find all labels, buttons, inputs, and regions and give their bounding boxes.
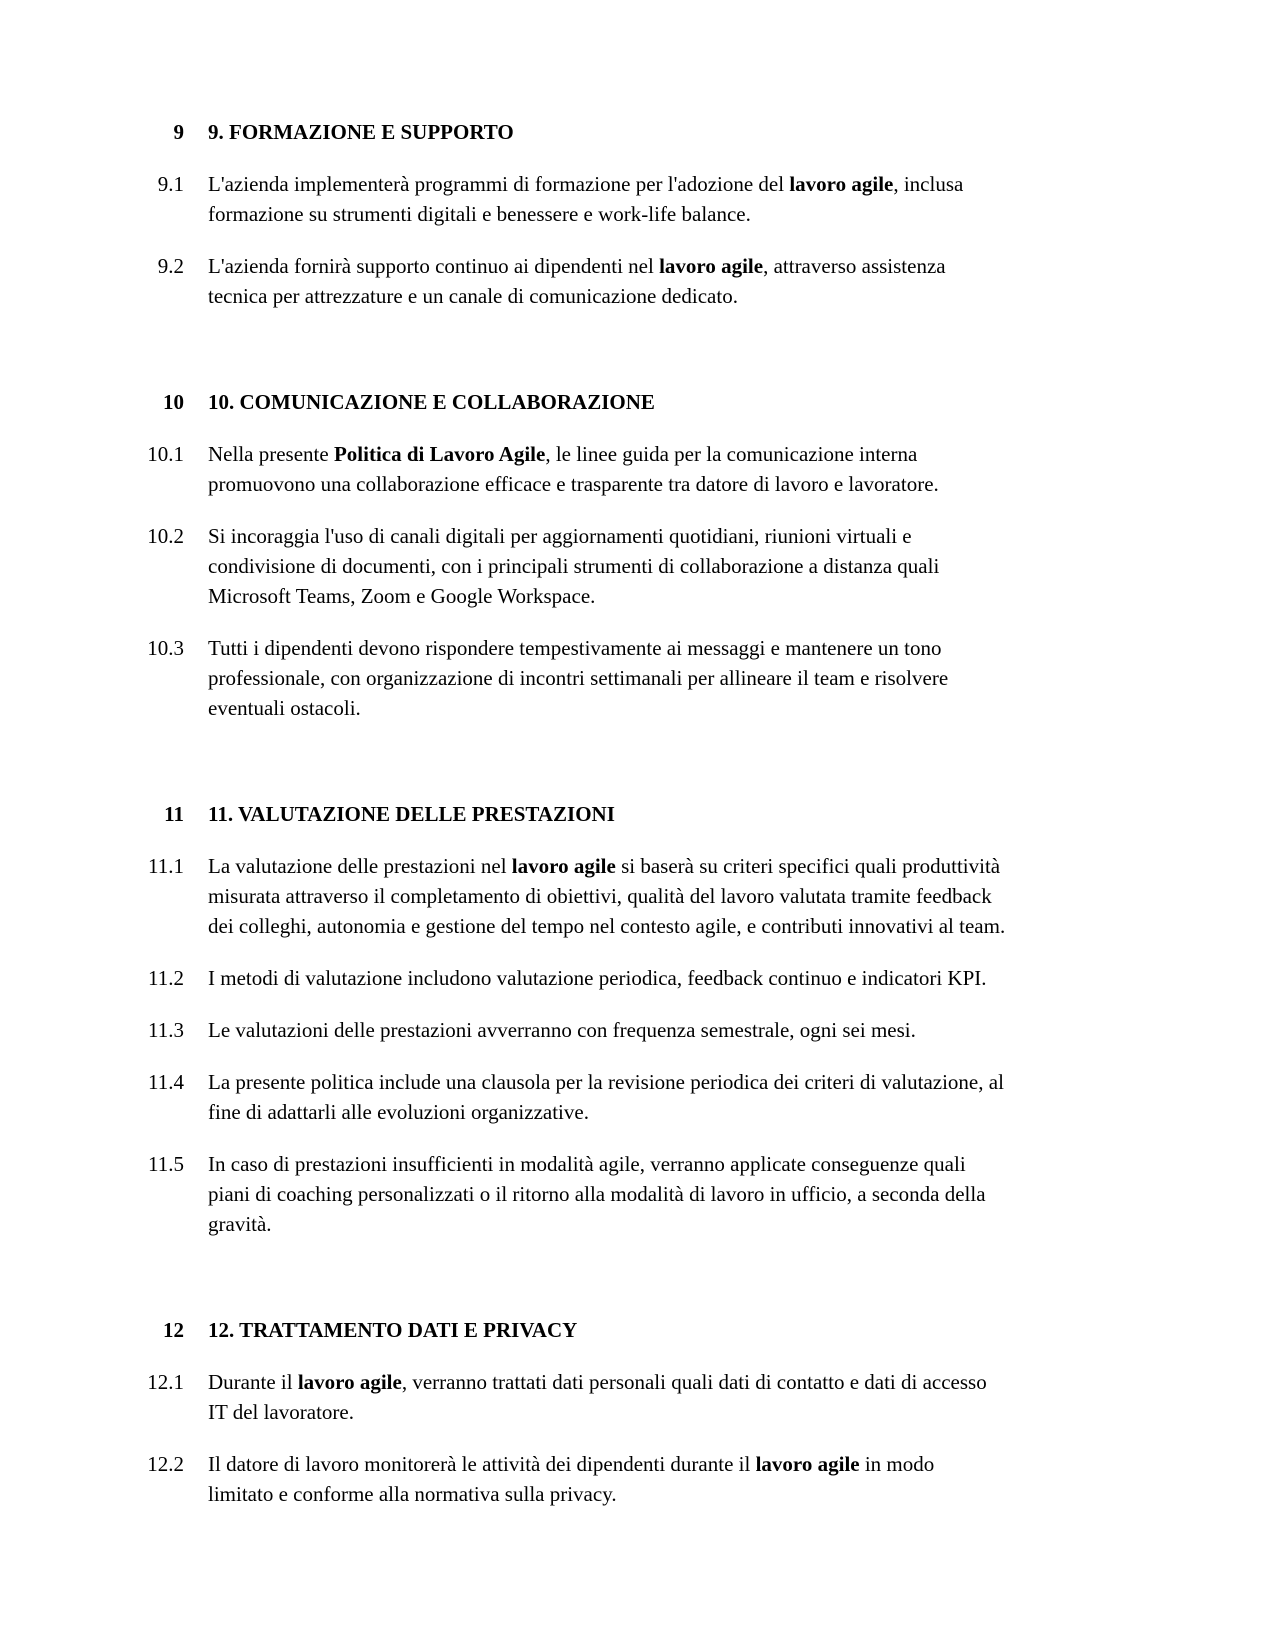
clause-text [208,1149,986,1239]
clause-text [208,169,963,229]
text-segment: professionale, con organizzazione di incontri settimanali per allineare il team e risolvere [208,666,949,690]
clause-line [208,281,946,311]
clause-row [137,169,1155,229]
clause-row [137,633,1155,723]
clause-text [208,633,948,723]
text-segment: tecnica per attrezzature e un canale di comunicazione dedicato. [208,284,738,308]
clause-line [208,1479,934,1509]
clause-row [137,963,1155,993]
clause-line [208,551,939,581]
clause-line [208,881,1005,911]
text-segment: Tutti i dipendenti devono rispondere tempestivamente ai messaggi e mantenere un tono [208,636,942,660]
bold-term: lavoro agile [511,854,616,878]
text-segment: Il datore di lavoro monitorerà le attività dei dipendenti durante il [208,1452,756,1476]
text-segment: condivisione di documenti, con i principali strumenti di collaborazione a distanza quali [208,554,940,578]
clause-line [208,199,963,229]
clause-line [208,963,987,993]
clause-text [208,521,939,611]
clause-line [208,1067,1004,1097]
text-segment: , attraverso assistenza [763,254,946,278]
clause-number: 11.3 [148,1018,184,1042]
text-segment: fine di adattarli alle evoluzioni organizzative. [208,1100,589,1124]
bold-term: lavoro agile [659,254,764,278]
bold-term: lavoro agile [297,1370,402,1394]
text-segment: I metodi di valutazione includono valutazione periodica, feedback continuo e indicatori KPI. [208,966,987,990]
text-segment: Nella presente [208,442,334,466]
clause-line [208,469,939,499]
clause-line [208,1449,934,1479]
section-number: 9 [173,120,184,144]
clause-text [208,1367,987,1427]
clause-text [208,1015,916,1045]
bold-term: lavoro agile [789,172,894,196]
text-segment: gravità. [208,1212,272,1236]
clause-line [208,851,1005,881]
clause-line [208,1149,986,1179]
section-heading-row [137,1315,1155,1345]
clause-line [208,1209,986,1239]
clause-line [208,439,939,469]
text-segment: , le linee guida per la comunicazione interna [545,442,918,466]
section-number: 11 [164,802,184,826]
clause-row [137,1149,1155,1239]
clause-line [208,1397,987,1427]
document-content [137,117,1155,1509]
clause-number: 10.1 [147,442,184,466]
text-segment: limitato e conforme alla normativa sulla privacy. [208,1482,617,1506]
clause-line [208,693,948,723]
section-number: 10 [163,390,184,414]
clause-number: 12.2 [147,1452,184,1476]
clause-text [208,439,939,499]
text-segment: si baserà su criteri specifici quali produttività [615,854,1001,878]
section-heading-row [137,799,1155,829]
clause-number: 9.1 [157,172,184,196]
section-heading: 11. VALUTAZIONE DELLE PRESTAZIONI [208,802,615,826]
text-segment: Microsoft Teams, Zoom e Google Workspace. [208,584,596,608]
clause-line [208,1367,987,1397]
text-segment: eventuali ostacoli. [208,696,361,720]
clause-number: 11.1 [148,854,184,878]
section-heading: 10. COMUNICAZIONE E COLLABORAZIONE [208,390,655,414]
clause-number: 9.2 [157,254,184,278]
section-heading-row [137,117,1155,147]
text-segment: IT del lavoratore. [208,1400,354,1424]
clause-row [137,439,1155,499]
clause-text [208,1449,934,1509]
clause-number: 11.4 [148,1070,184,1094]
clause-row [137,1015,1155,1045]
clause-line [208,251,946,281]
text-segment: dei colleghi, autonomia e gestione del tempo nel contesto agile, e contributi innovativi al team. [208,914,1006,938]
text-segment: L'azienda fornirà supporto continuo ai dipendenti nel [208,254,660,278]
text-segment: in modo [859,1452,935,1476]
clause-row [137,1367,1155,1427]
clause-text [208,251,946,311]
text-segment: piani di coaching personalizzati o il ritorno alla modalità di lavoro in ufficio, a seconda della [208,1182,986,1206]
bold-term: Politica di Lavoro Agile [333,442,546,466]
clause-line [208,911,1005,941]
text-segment: , inclusa [893,172,964,196]
section-heading: 9. FORMAZIONE E SUPPORTO [208,120,514,144]
clause-line [208,633,948,663]
text-segment: L'azienda implementerà programmi di formazione per l'adozione del [208,172,790,196]
clause-row [137,851,1155,941]
text-segment: misurata attraverso il completamento di obiettivi, qualità del lavoro valutata tramite feedback [208,884,992,908]
text-segment: Le valutazioni delle prestazioni avverranno con frequenza semestrale, ogni sei mesi. [208,1018,916,1042]
clause-number: 10.2 [147,524,184,548]
clause-line [208,663,948,693]
clause-line [208,521,939,551]
clause-line [208,1015,916,1045]
clause-number: 12.1 [147,1370,184,1394]
clause-text [208,1067,1004,1127]
text-segment: In caso di prestazioni insufficienti in modalità agile, verranno applicate conseguenze quali [208,1152,966,1176]
clause-text [208,963,987,993]
text-segment: promuovono una collaborazione efficace e trasparente tra datore di lavoro e lavoratore. [208,472,939,496]
bold-term: lavoro agile [755,1452,860,1476]
clause-line [208,1097,1004,1127]
text-segment: La presente politica include una clausola per la revisione periodica dei criteri di valutazione, al [208,1070,1004,1094]
text-segment: Si incoraggia l'uso di canali digitali per aggiornamenti quotidiani, riunioni virtuali e [208,524,912,548]
text-segment: , verranno trattati dati personali quali dati di contatto e dati di accesso [401,1370,987,1394]
section-number: 12 [163,1318,184,1342]
clause-line [208,1179,986,1209]
clause-row [137,1067,1155,1127]
clause-line [208,169,963,199]
clause-text [208,851,1005,941]
clause-line [208,581,939,611]
text-segment: La valutazione delle prestazioni nel [208,854,512,878]
clause-row [137,521,1155,611]
clause-row [137,1449,1155,1509]
clause-number: 10.3 [147,636,184,660]
clause-number: 11.2 [148,966,184,990]
text-segment: Durante il [208,1370,298,1394]
section-heading: 12. TRATTAMENTO DATI E PRIVACY [208,1318,578,1342]
clause-row [137,251,1155,311]
clause-number: 11.5 [148,1152,184,1176]
text-segment: formazione su strumenti digitali e benessere e work-life balance. [208,202,751,226]
section-heading-row [137,387,1155,417]
